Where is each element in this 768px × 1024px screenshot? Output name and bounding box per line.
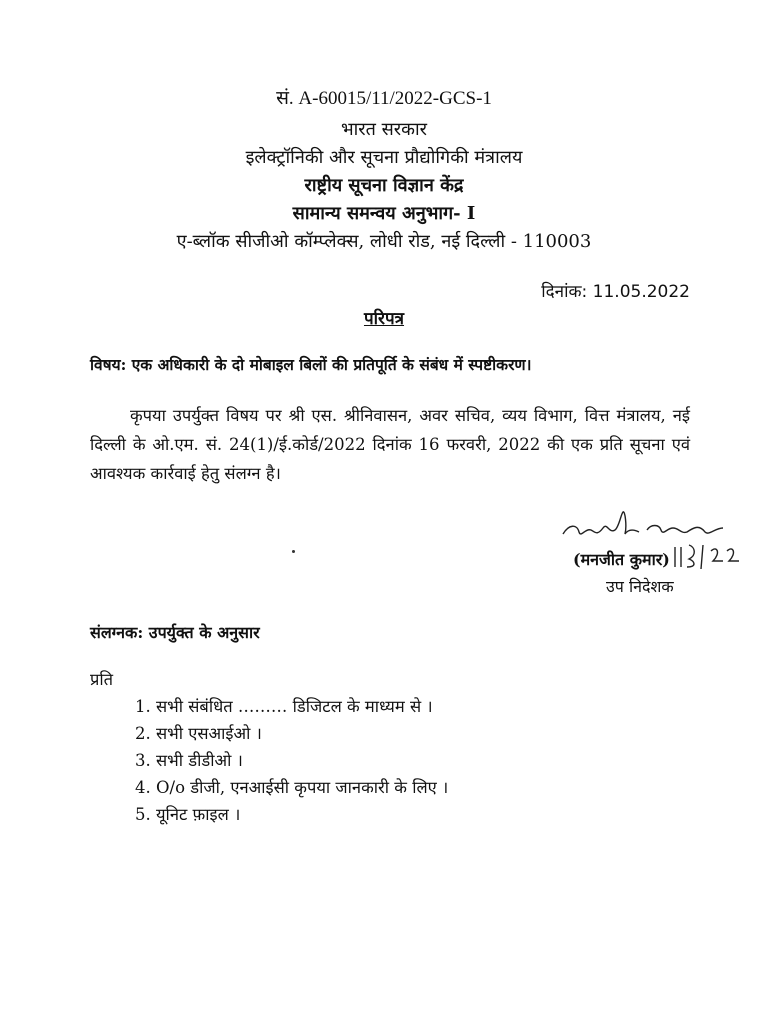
handwritten-date [673, 541, 768, 571]
handwritten-signature [555, 506, 755, 546]
distribution-label: प्रति [90, 670, 114, 689]
scan-speck [292, 550, 295, 553]
list-item: 5. यूनिट फ़ाइल । [135, 805, 241, 824]
list-item: 4. O/o डीजी, एनआईसी कृपया जानकारी के लिए । [135, 778, 449, 797]
section-name: सामान्य समन्वय अनुभाग- I [292, 203, 476, 224]
ministry-name: इलेक्ट्रॉनिकी और सूचना प्रौद्योगिकी मंत्रालय [245, 147, 523, 168]
signatory-name: (मनजीत कुमार) [573, 550, 670, 569]
list-item: 1. सभी संबंधित ……… डिजिटल के माध्यम से । [135, 697, 433, 716]
organization-name: राष्ट्रीय सूचना विज्ञान केंद्र [304, 175, 464, 196]
subject-line: विषय: एक अधिकारी के दो मोबाइल बिलों की प्रतिपूर्ति के संबंध में स्पष्टीकरण। [90, 355, 532, 374]
enclosure-note: संलग्नक: उपर्युक्त के अनुसार [90, 623, 260, 642]
signatory-designation: उप निदेशक [606, 577, 674, 596]
office-address: ए-ब्लॉक सीजीओ कॉम्प्लेक्स, लोधी रोड, नई दिल्ली - 110003 [176, 231, 592, 252]
document-date: दिनांक: 11.05.2022 [541, 282, 690, 302]
document-type-heading: परिपत्र [363, 309, 405, 329]
list-item: 3. सभी डीडीओ । [135, 751, 243, 770]
list-item: 2. सभी एसआईओ । [135, 724, 262, 743]
body-paragraph: कृपया उपर्युक्त विषय पर श्री एस. श्रीनिवासन, अवर सचिव, व्यय विभाग, वित्त मंत्रालय, नई दिल्ली के ओ.एम. सं. 24(1)/ई.कोर्ड/2022 दिनांक 16 फरवरी, 2022 की एक प्रति सूचना एवं आवश्यक कार्रवाई हेतु संलग्न है। [90, 406, 690, 483]
reference-number: सं. A-60015/11/2022-GCS-1 [276, 88, 492, 109]
distribution-list [135, 693, 448, 828]
government-name: भारत सरकार [340, 119, 428, 140]
